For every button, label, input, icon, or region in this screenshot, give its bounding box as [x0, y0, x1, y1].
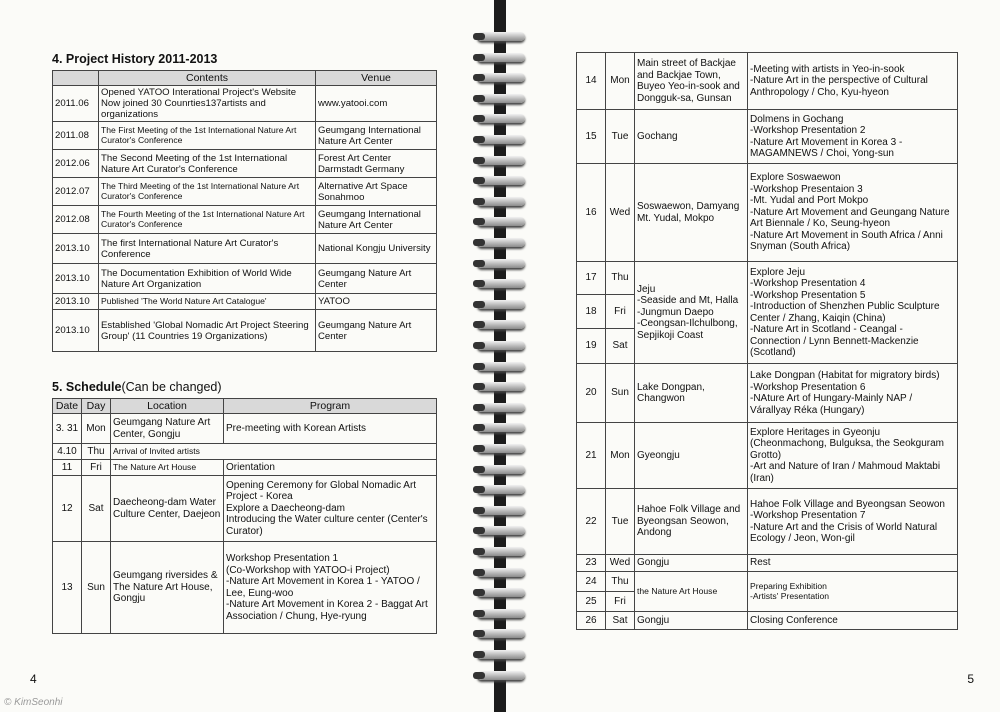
table-row	[53, 234, 437, 264]
watermark: © KimSeonhi	[4, 697, 63, 708]
schedule-program: Workshop Presentation 1 (Co-Workshop with YATOO-i Project) -Nature Art Movement in Korea 1 - YATOO / Lee, Eung-woo -Nature Art Movement in Korea 2 - Baggat Art Association / Chung, Hye-ryung	[224, 542, 437, 634]
history-date: 2013.10	[53, 234, 99, 264]
schedule-location: Soswaewon, Damyang Mt. Yudal, Mokpo	[635, 164, 748, 262]
history-content: Published 'The World Nature Art Catalogue'	[99, 294, 316, 310]
history-date: 2013.10	[53, 294, 99, 310]
binding-ring	[477, 259, 525, 268]
binding-ring	[477, 506, 525, 515]
history-header-contents: Contents	[99, 71, 316, 86]
history-venue: Geumgang International Nature Art Center	[316, 122, 437, 150]
history-header-blank	[53, 71, 99, 86]
schedule-date: 24	[577, 572, 606, 592]
table-row	[53, 444, 437, 460]
schedule-location: Gyeongju	[635, 423, 748, 489]
table-row	[53, 310, 437, 352]
binding-ring	[477, 609, 525, 618]
binding-ring	[477, 300, 525, 309]
schedule-table-left	[52, 398, 437, 634]
schedule-day: Mon	[606, 423, 635, 489]
history-content: Opened YATOO Interational Project's Website Now joined 30 Counrties137artists and organizations	[99, 86, 316, 122]
schedule-location: Geumgang riversides & The Nature Art House, Gongju	[111, 542, 224, 634]
history-content: The Documentation Exhibition of World Wide Nature Art Organization	[99, 264, 316, 294]
schedule-date: 3. 31	[53, 414, 82, 444]
history-table	[52, 70, 437, 352]
schedule-day: Thu	[606, 262, 635, 295]
history-date: 2011.08	[53, 122, 99, 150]
binding-ring	[477, 444, 525, 453]
table-row	[577, 53, 958, 110]
header-program: Program	[224, 399, 437, 414]
binding-ring	[477, 94, 525, 103]
schedule-program-jeju: Explore Jeju -Workshop Presentation 4 -Workshop Presentation 5 -Introduction of Shenzhen Public Sculpture Center / Zhang, Kaiqin (China) -Nature Art in Scotland - Ceangal - Connection / Lynn Bennett-Mackenzie (Scotland)	[748, 262, 958, 364]
table-row	[53, 150, 437, 178]
schedule-program: Pre-meeting with Korean Artists	[224, 414, 437, 444]
binding-ring	[477, 526, 525, 535]
table-row	[577, 262, 958, 295]
history-venue: Geumgang Nature Art Center	[316, 264, 437, 294]
schedule-header-row	[53, 399, 437, 414]
binding-ring	[477, 629, 525, 638]
binding-ring	[477, 341, 525, 350]
schedule-program-house: Preparing Exhibition -Artists' Presentation	[748, 572, 958, 612]
schedule-location: Gongju	[635, 555, 748, 572]
schedule-day: Wed	[606, 555, 635, 572]
schedule-program: Rest	[748, 555, 958, 572]
history-venue: National Kongju University	[316, 234, 437, 264]
history-date: 2012.07	[53, 178, 99, 206]
binding-ring	[477, 588, 525, 597]
binding-ring	[477, 176, 525, 185]
page-number-right: 5	[967, 672, 974, 686]
binding-ring	[477, 197, 525, 206]
binding-ring	[477, 568, 525, 577]
schedule-date: 22	[577, 489, 606, 555]
schedule-day: Mon	[606, 53, 635, 110]
table-row	[577, 489, 958, 555]
schedule-date: 4.10	[53, 444, 82, 460]
table-row	[53, 542, 437, 634]
schedule-date: 21	[577, 423, 606, 489]
schedule-date: 14	[577, 53, 606, 110]
history-venue: www.yatooi.com	[316, 86, 437, 122]
history-venue: Geumgang International Nature Art Center	[316, 206, 437, 234]
table-row	[53, 414, 437, 444]
history-header-venue: Venue	[316, 71, 437, 86]
header-date: Date	[53, 399, 82, 414]
header-day: Day	[82, 399, 111, 414]
schedule-location: Main street of Backjae and Backjae Town, Buyeo Yeo-in-sook and Dongguk-sa, Gunsan	[635, 53, 748, 110]
schedule-day: Thu	[82, 444, 111, 460]
table-row	[577, 364, 958, 423]
history-content: The Second Meeting of the 1st International Nature Art Curator's Conference	[99, 150, 316, 178]
schedule-day: Fri	[606, 295, 635, 329]
table-row	[53, 206, 437, 234]
header-location: Location	[111, 399, 224, 414]
schedule-table-right	[576, 52, 958, 630]
schedule-date: 17	[577, 262, 606, 295]
schedule-location: Gongju	[635, 612, 748, 630]
binding-ring	[477, 114, 525, 123]
binding-ring	[477, 135, 525, 144]
schedule-day: Mon	[82, 414, 111, 444]
schedule-location-house: the Nature Art House	[635, 572, 748, 612]
binding-ring	[477, 279, 525, 288]
history-date: 2013.10	[53, 264, 99, 294]
schedule-location: Arrival of Invited artists	[111, 444, 437, 460]
schedule-day: Sun	[606, 364, 635, 423]
binding-ring	[477, 485, 525, 494]
left-page	[0, 0, 494, 712]
schedule-program: Closing Conference	[748, 612, 958, 630]
schedule-date: 12	[53, 476, 82, 542]
table-row	[577, 164, 958, 262]
schedule-location-jeju: Jeju -Seaside and Mt, Halla -Jungmun Daepo -Ceongsan-Ilchulbong, Sepjikoji Coast	[635, 262, 748, 364]
history-content: The first International Nature Art Curator's Conference	[99, 234, 316, 264]
schedule-program: Hahoe Folk Village and Byeongsan Seowon -Workshop Presentation 7 -Nature Art and the Crisis of World Natural Ecology / Jeon, Won-gil	[748, 489, 958, 555]
history-venue: Forest Art Center Darmstadt Germany	[316, 150, 437, 178]
binding-ring	[477, 403, 525, 412]
schedule-date: 23	[577, 555, 606, 572]
history-content: The First Meeting of the 1st International Nature Art Curator's Conference	[99, 122, 316, 150]
schedule-program: Opening Ceremony for Global Nomadic Art Project - Korea Explore a Daecheong-dam Introducing the Water culture center (Center's Curator)	[224, 476, 437, 542]
schedule-program: Orientation	[224, 460, 437, 476]
schedule-day: Sat	[82, 476, 111, 542]
schedule-day: Tue	[606, 110, 635, 164]
table-row	[53, 86, 437, 122]
table-row	[577, 555, 958, 572]
binding-ring	[477, 650, 525, 659]
binding-ring	[477, 32, 525, 41]
table-row	[53, 122, 437, 150]
table-row	[577, 612, 958, 630]
history-date: 2013.10	[53, 310, 99, 352]
history-venue: YATOO	[316, 294, 437, 310]
table-row	[53, 460, 437, 476]
table-row	[577, 423, 958, 489]
right-page	[506, 0, 1000, 712]
binding-ring	[477, 53, 525, 62]
table-row	[53, 264, 437, 294]
history-date: 2011.06	[53, 86, 99, 122]
schedule-location: Geumgang Nature Art Center, Gongju	[111, 414, 224, 444]
binding-ring	[477, 547, 525, 556]
spiral-binding	[470, 0, 530, 712]
schedule-subtitle: (Can be changed)	[121, 380, 222, 394]
history-content: The Third Meeting of the 1st International Nature Art Curator's Conference	[99, 178, 316, 206]
binding-ring	[477, 217, 525, 226]
history-venue: Geumgang Nature Art Center	[316, 310, 437, 352]
schedule-location: The Nature Art House	[111, 460, 224, 476]
history-date: 2012.06	[53, 150, 99, 178]
schedule-date: 19	[577, 329, 606, 364]
schedule-day: Sat	[606, 329, 635, 364]
table-row	[577, 572, 958, 592]
schedule-day: Thu	[606, 572, 635, 592]
schedule-location: Lake Dongpan, Changwon	[635, 364, 748, 423]
table-row	[53, 294, 437, 310]
binding-ring	[477, 465, 525, 474]
table-row	[53, 178, 437, 206]
binding-ring	[477, 73, 525, 82]
schedule-day: Fri	[606, 592, 635, 612]
schedule-date: 11	[53, 460, 82, 476]
schedule-day: Sat	[606, 612, 635, 630]
schedule-date: 25	[577, 592, 606, 612]
schedule-title-main: 5. Schedule	[52, 380, 122, 394]
table-row	[53, 476, 437, 542]
schedule-location: Gochang	[635, 110, 748, 164]
binding-ring	[477, 362, 525, 371]
schedule-program: Dolmens in Gochang -Workshop Presentation 2 -Nature Art Movement in Korea 3 - MAGAMNEWS / Choi, Yong-sun	[748, 110, 958, 164]
schedule-date: 13	[53, 542, 82, 634]
binding-ring	[477, 423, 525, 432]
schedule-date: 18	[577, 295, 606, 329]
schedule-title	[52, 380, 222, 394]
schedule-day: Tue	[606, 489, 635, 555]
schedule-date: 15	[577, 110, 606, 164]
binding-ring	[477, 238, 525, 247]
schedule-program: Explore Soswaewon -Workshop Presentaion 3 -Mt. Yudal and Port Mokpo -Nature Art Movement and Geungang Nature Art Biennale / Ko, Seung-hyeon -Nature Art Movement in South Africa / Anni Snyman (South Africa)	[748, 164, 958, 262]
schedule-day: Fri	[82, 460, 111, 476]
schedule-date: 26	[577, 612, 606, 630]
schedule-program: Explore Heritages in Gyeonju (Cheonmachong, Bulguksa, the Seokguram Grotto) -Art and Nature of Iran / Mahmoud Maktabi (Iran)	[748, 423, 958, 489]
binding-ring	[477, 382, 525, 391]
history-content: Established 'Global Nomadic Art Project Steering Group' (11 Countries 19 Organizations)	[99, 310, 316, 352]
binding-ring	[477, 320, 525, 329]
history-content: The Fourth Meeting of the 1st International Nature Art Curator's Conference	[99, 206, 316, 234]
schedule-location: Hahoe Folk Village and Byeongsan Seowon, Andong	[635, 489, 748, 555]
table-row	[577, 110, 958, 164]
schedule-day: Wed	[606, 164, 635, 262]
history-header-row	[53, 71, 437, 86]
schedule-date: 16	[577, 164, 606, 262]
page-number-left: 4	[30, 672, 37, 686]
history-date: 2012.08	[53, 206, 99, 234]
schedule-date: 20	[577, 364, 606, 423]
schedule-program: Lake Dongpan (Habitat for migratory birds) -Workshop Presentation 6 -NAture Art of Hungary-Mainly NAP / Várallyay Réka (Hungary)	[748, 364, 958, 423]
history-title: 4. Project History 2011-2013	[52, 52, 218, 66]
schedule-day: Sun	[82, 542, 111, 634]
history-venue: Alternative Art Space Sonahmoo	[316, 178, 437, 206]
schedule-program: -Meeting with artists in Yeo-in-sook -Nature Art in the perspective of Cultural Anthropology / Cho, Kyu-hyeon	[748, 53, 958, 110]
schedule-location: Daecheong-dam Water Culture Center, Daejeon	[111, 476, 224, 542]
binding-ring	[477, 671, 525, 680]
binding-ring	[477, 156, 525, 165]
